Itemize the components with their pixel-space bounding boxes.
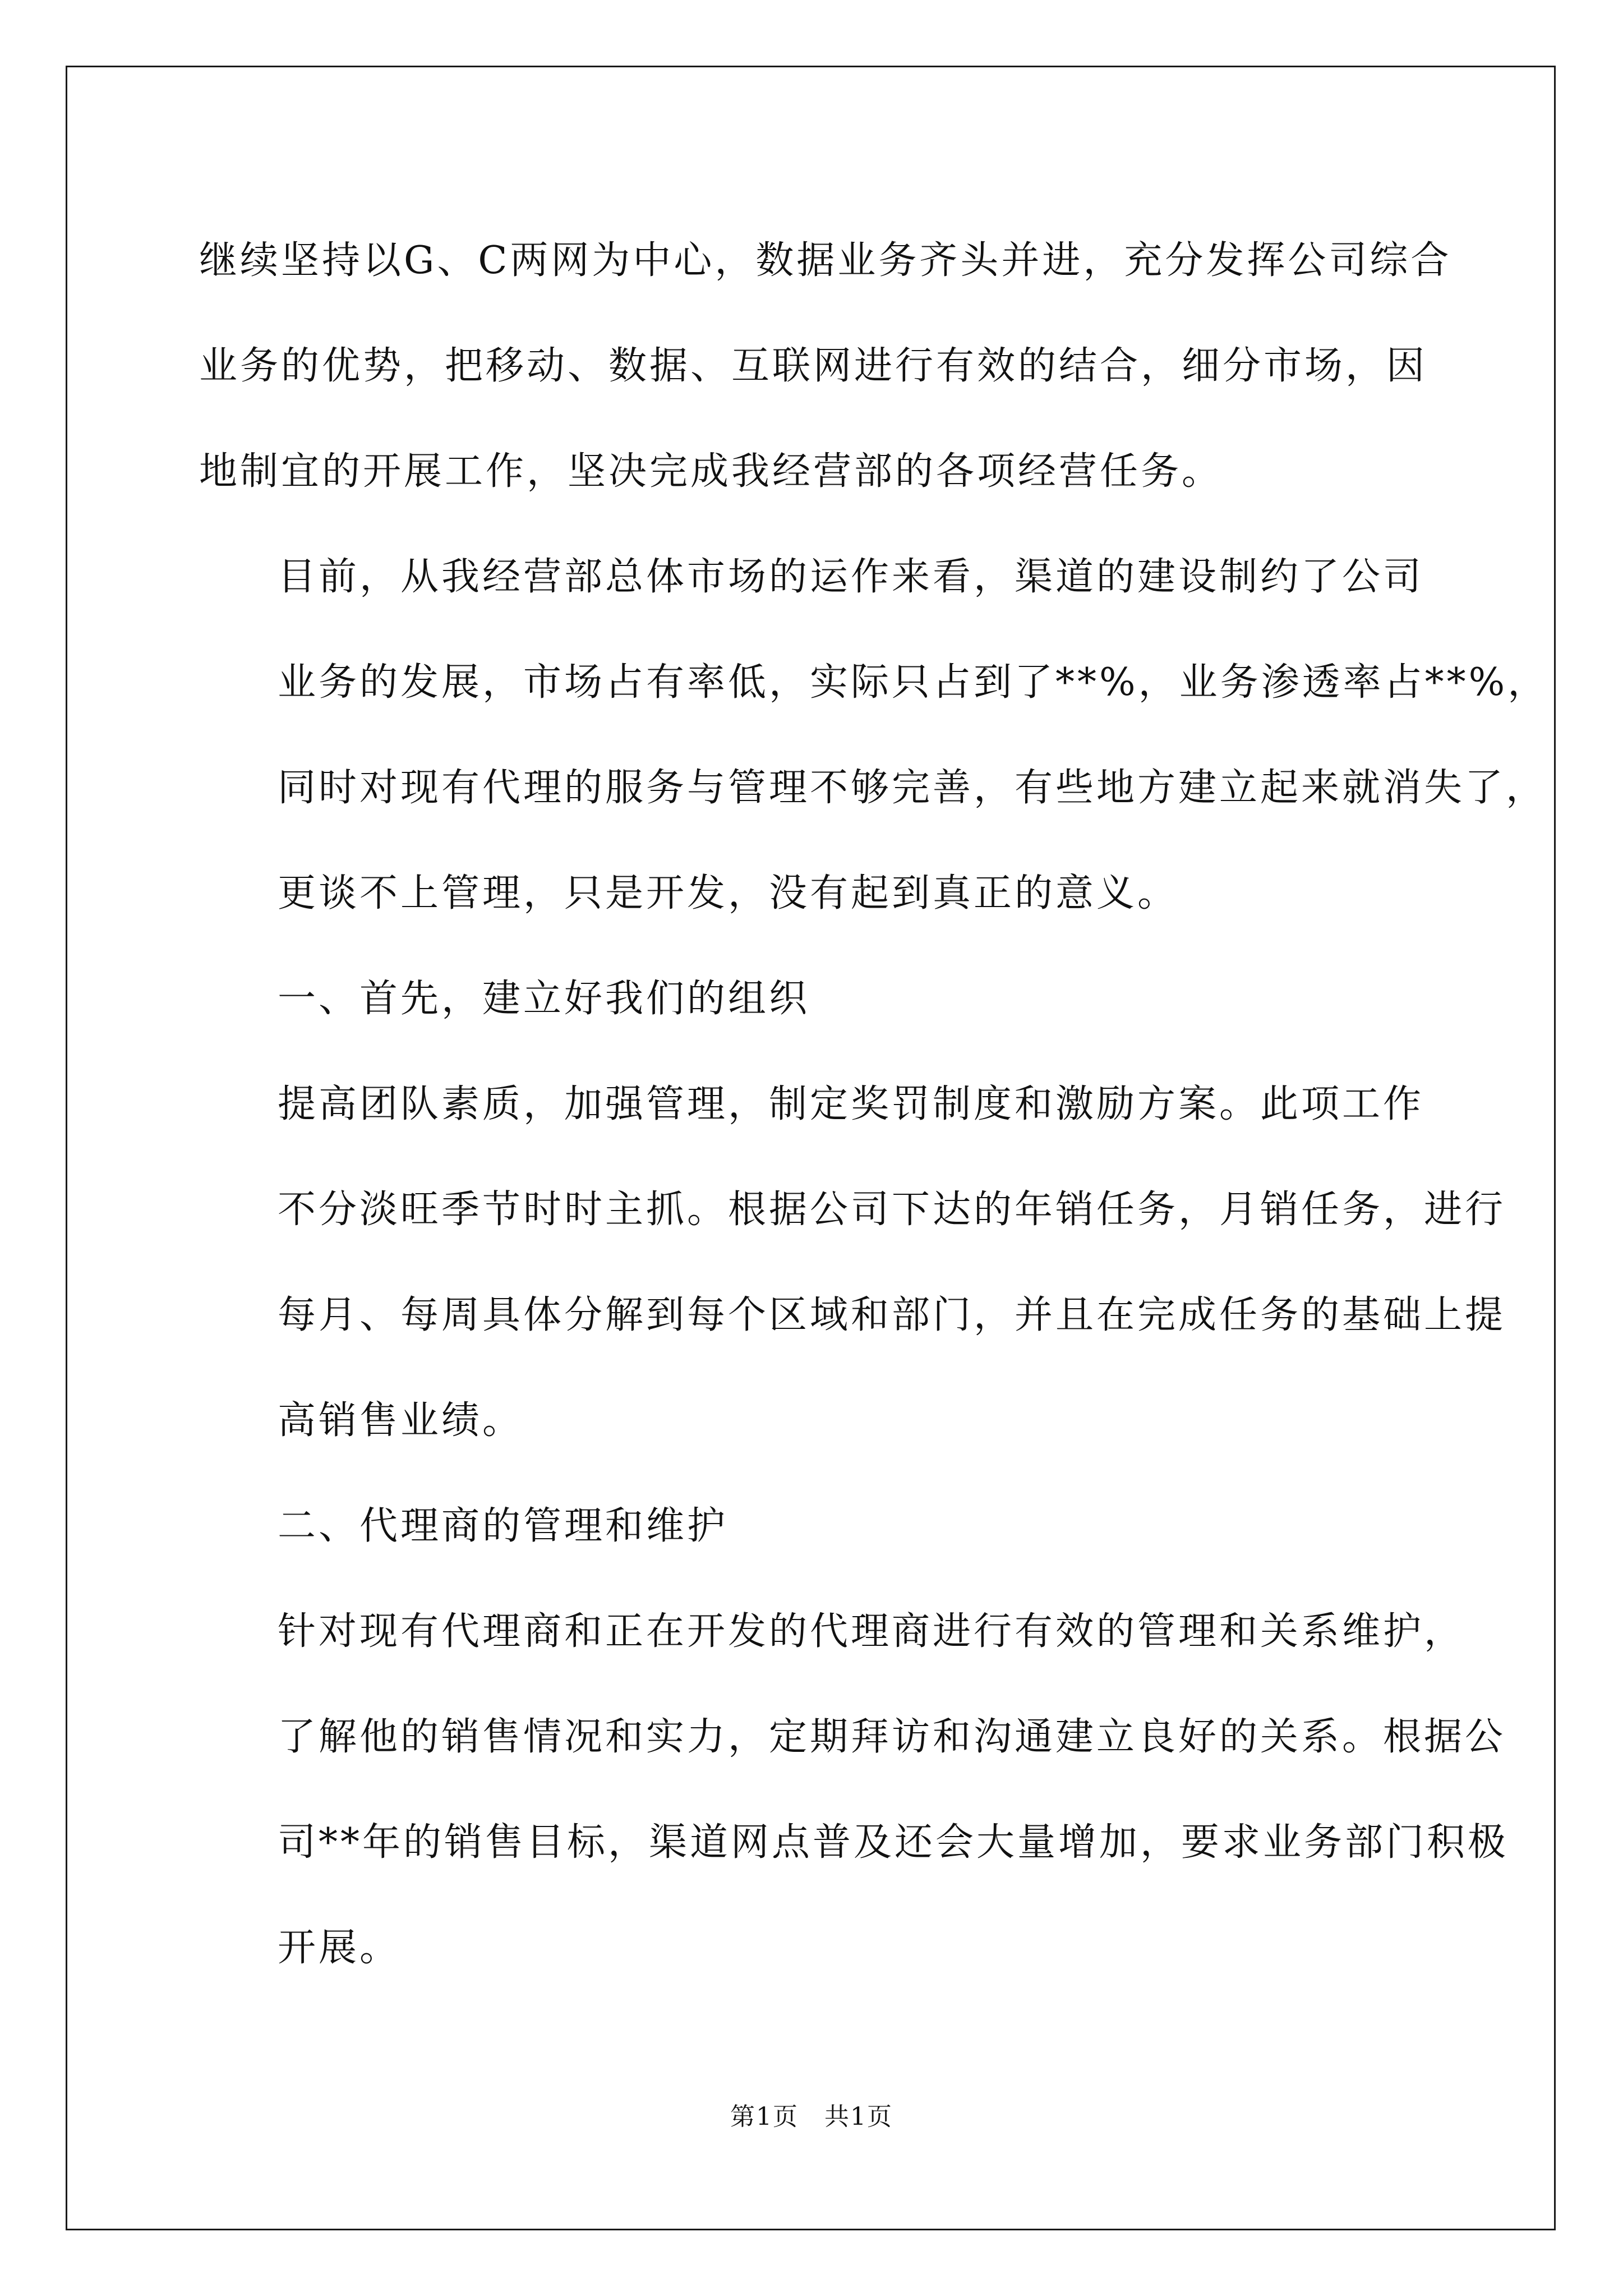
- document-body: [199, 208, 1549, 2001]
- text-line: 高销售业绩。: [278, 1398, 524, 1443]
- text-line: 业务的优势，把移动、数据、互联网进行有效的结合，细分市场，因: [199, 344, 1428, 388]
- heading-text: 一、首先，建立好我们的组织: [278, 977, 810, 1021]
- text-line: 了解他的销售情况和实力，定期拜访和沟通建立良好的关系。根据公: [278, 1715, 1506, 1759]
- text-line: 更谈不上管理，只是开发，没有起到真正的意义。: [278, 871, 1179, 915]
- section-heading-1: [199, 946, 1433, 1052]
- paragraph-3: [199, 1052, 1506, 1474]
- text-line: 继续坚持以G、C两网为中心，数据业务齐头并进，充分发挥公司综合: [199, 238, 1452, 283]
- text-line: 业务的发展，市场占有率低，实际只占到了**%，业务渗透率占**%，: [278, 660, 1549, 705]
- page-number-footer: 第1页 共1页: [730, 2102, 893, 2131]
- text-line: 目前，从我经营部总体市场的运作来看，渠道的建设制约了公司: [278, 555, 1424, 599]
- text-line: 针对现有代理商和正在开发的代理商进行有效的管理和关系维护，: [278, 1609, 1465, 1654]
- paragraph-2: [199, 524, 1549, 946]
- text-line: 开展。: [278, 1926, 401, 1970]
- text-line: 司**年的销售目标，渠道网点普及还会大量增加，要求业务部门积极: [278, 1820, 1509, 1865]
- paragraph-4: [199, 1579, 1509, 2001]
- text-line: 地制宜的开展工作，坚决完成我经营部的各项经营任务。: [199, 449, 1223, 494]
- text-line: 同时对现有代理的服务与管理不够完善，有些地方建立起来就消失了，: [278, 766, 1547, 810]
- section-heading-2: [199, 1474, 1433, 1579]
- text-line: 每月、每周具体分解到每个区域和部门，并且在完成任务的基础上提: [278, 1293, 1506, 1337]
- paragraph-1: [199, 208, 1452, 524]
- text-line: 提高团队素质，加强管理，制定奖罚制度和激励方案。此项工作: [278, 1082, 1424, 1126]
- heading-text: 二、代理商的管理和维护: [278, 1504, 728, 1548]
- text-line: 不分淡旺季节时时主抓。根据公司下达的年销任务，月销任务，进行: [278, 1188, 1506, 1232]
